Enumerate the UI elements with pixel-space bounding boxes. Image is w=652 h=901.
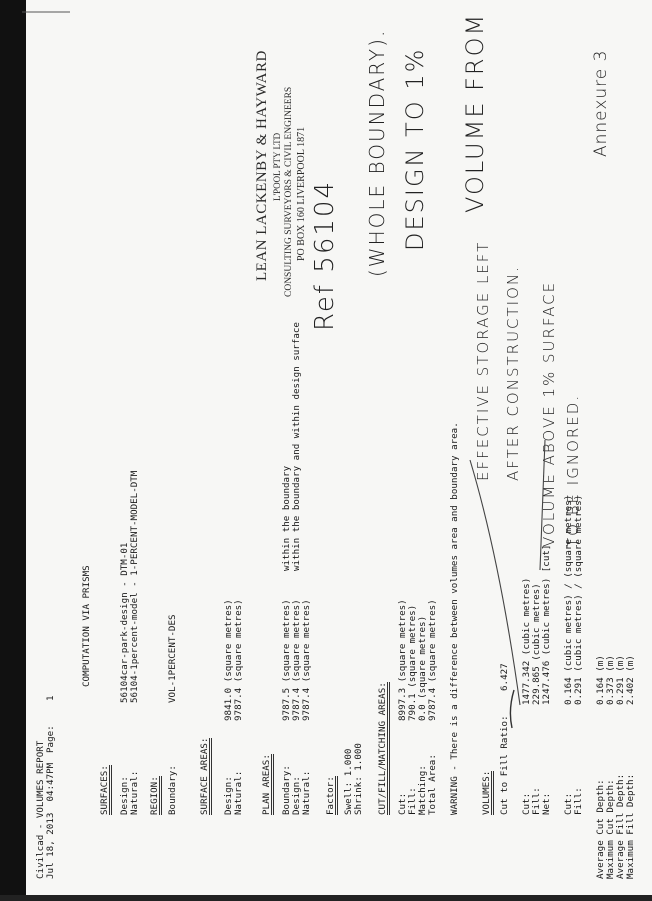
cfm-fill-label: Fill: bbox=[407, 787, 418, 815]
cut-fill-ratio-value: 6.427 bbox=[499, 663, 510, 691]
surfaces-heading: SURFACES: bbox=[99, 765, 110, 815]
handwritten-note2: AFTER CONSTRUCTION. bbox=[504, 265, 522, 481]
cfm-matching-label: Matching: bbox=[417, 765, 428, 815]
computation-method: COMPUTATION VIA PRISMS bbox=[81, 565, 92, 687]
cfm-cut-value: 8997.3 (square metres) bbox=[397, 599, 408, 721]
warning-text: WARNING - There is a difference between volumes area and boundary area. bbox=[449, 422, 460, 815]
per-area-cut-value: 0.164 (cubic metres) / (square metres) bbox=[563, 494, 574, 705]
firm-line3: PO BOX 160 LIVERPOOL 1871 bbox=[296, 126, 307, 261]
avg-cut-depth-label: Average Cut Depth: bbox=[595, 779, 606, 879]
handwritten-line2: DESIGN TO 1% bbox=[401, 47, 429, 251]
pa-design-note: within the boundary and within design surface bbox=[291, 322, 302, 571]
volumes-heading: VOLUMES: bbox=[481, 770, 492, 815]
avg-fill-depth-label: Average Fill Depth: bbox=[615, 773, 626, 879]
handwritten-note1: EFFECTIVE STORAGE LEFT bbox=[474, 240, 492, 481]
firm-sub: L'POOL PTY LTD bbox=[272, 132, 282, 201]
avg-cut-depth-value: 0.164 (m) bbox=[595, 655, 606, 705]
design-surface-value: 56104car-park-design - DTM-01 bbox=[119, 542, 130, 703]
pa-natural-label: Natural: bbox=[301, 770, 312, 815]
factor-heading: Factor: bbox=[325, 776, 336, 815]
vol-cut-label: Cut: bbox=[521, 792, 532, 815]
handwritten-note3: VOLUME ABOVE 1% SURFACE bbox=[540, 280, 558, 547]
pa-boundary-value: 9787.5 (square metres) bbox=[281, 599, 292, 721]
handwritten-line1: VOLUME FROM bbox=[461, 12, 489, 213]
vol-net-label: Net: bbox=[541, 792, 552, 815]
sa-design-label: Design: bbox=[223, 776, 234, 815]
natural-label: Natural: bbox=[129, 770, 140, 815]
vol-cut-value: 1477.342 (cubic metres) bbox=[521, 577, 532, 705]
page-number: 1 bbox=[45, 695, 56, 701]
vol-fill-value: 229.865 (cubic metres) bbox=[531, 583, 542, 705]
pa-boundary-note: within the boundary bbox=[281, 465, 292, 571]
per-area-fill-label: Fill: bbox=[573, 787, 584, 815]
region-heading: REGION: bbox=[149, 776, 160, 815]
pa-natural-value: 9787.4 (square metres) bbox=[301, 599, 312, 721]
bracket-mark bbox=[510, 690, 514, 728]
surface-areas-heading: SURFACE AREAS: bbox=[199, 737, 210, 815]
handwritten-line3: (WHOLE BOUNDARY). bbox=[365, 28, 389, 277]
natural-surface-value: 56104-1percent-model - 1-PERCENT-MODEL-DTM bbox=[129, 470, 140, 703]
pa-design-value: 9787.4 (square metres) bbox=[291, 599, 302, 721]
design-label: Design: bbox=[119, 776, 130, 815]
sa-natural-label: Natural: bbox=[233, 770, 244, 815]
cfm-cut-label: Cut: bbox=[397, 792, 408, 815]
pa-boundary-label: Boundary: bbox=[281, 765, 292, 815]
firm-line2: CONSULTING SURVEYORS & CIVIL ENGINEERS bbox=[284, 86, 294, 297]
annexure-note: Annexure 3 bbox=[591, 49, 611, 157]
per-area-cut-label: Cut: bbox=[563, 792, 574, 815]
line-to-ignore-note bbox=[540, 440, 545, 570]
handwritten-note4: TO BE IGNORED. bbox=[564, 393, 582, 547]
pa-design-label: Design: bbox=[291, 776, 302, 815]
handwritten-ref: Ref 56104 bbox=[310, 179, 340, 331]
sa-design-value: 9841.0 (square metres) bbox=[223, 599, 234, 721]
vol-fill-label: Fill: bbox=[531, 787, 542, 815]
boundary-label: Boundary: bbox=[167, 765, 178, 815]
report-date: Jul 18, 2013 04:47PM bbox=[45, 762, 56, 879]
cfm-total-label: Total Area: bbox=[427, 754, 438, 815]
cfm-matching-value: 0.0 (square metres) bbox=[417, 615, 428, 721]
max-fill-depth-label: Maximum Fill Depth: bbox=[625, 773, 636, 879]
sa-natural-value: 9787.4 (square metres) bbox=[233, 599, 244, 721]
max-fill-depth-value: 2.402 (m) bbox=[625, 655, 636, 705]
avg-fill-depth-value: 0.291 (m) bbox=[615, 655, 626, 705]
boundary-value: VOL-1PERCENT-DES bbox=[167, 614, 178, 703]
max-cut-depth-label: Maximum Cut Depth: bbox=[605, 779, 616, 879]
cfm-fill-value: 790.1 (square metres) bbox=[407, 604, 418, 721]
firm-name: LEAN LACKENBY & HAYWARD bbox=[254, 50, 270, 281]
curve-to-storage-note bbox=[470, 460, 520, 705]
vol-net-value: 1247.476 (cubic metres) [cut] bbox=[541, 544, 552, 705]
plan-areas-heading: PLAN AREAS: bbox=[261, 754, 272, 815]
cfm-total-value: 9787.4 (square metres) bbox=[427, 599, 438, 721]
cut-fill-ratio-label: Cut to Fill Ratio: bbox=[499, 715, 510, 815]
cfm-areas-heading: CUT/FILL/MATCHING AREAS: bbox=[377, 682, 388, 815]
page-label: Page: bbox=[45, 725, 56, 753]
shrink-factor: Shrink: 1.000 bbox=[353, 743, 364, 815]
per-area-fill-value: 0.291 (cubic metres) / (square metres) bbox=[573, 494, 584, 705]
report-title: Civilcad - VOLUMES REPORT bbox=[35, 740, 46, 879]
swell-factor: Swell: 1.000 bbox=[343, 748, 354, 815]
max-cut-depth-value: 0.373 (m) bbox=[605, 655, 616, 705]
